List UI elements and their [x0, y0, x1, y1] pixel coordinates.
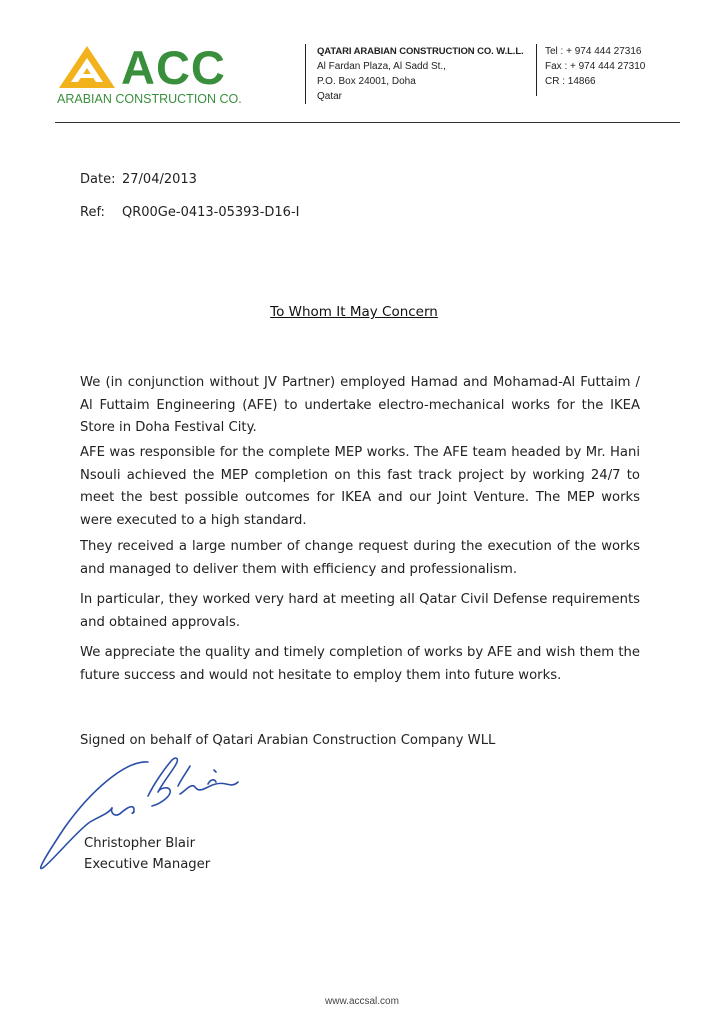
logo-subtitle: ARABIAN CONSTRUCTION CO. [57, 92, 242, 106]
logo-triangle-icon [57, 44, 117, 90]
body-paragraph: We (in conjunction without JV Partner) employed Hamad and Mohamad-Al Futtaim / Al Futtaim Engineering (AFE) to undertake electro-mechanical works for the IKEA Store in Doha Festival City. [80, 375, 640, 435]
subject-text: To Whom It May Concern [270, 304, 438, 320]
date-row [80, 172, 197, 187]
body-paragraph: They received a large number of change request during the execution of the works and managed to deliver them with efficiency and professionalism. [80, 539, 640, 577]
address-line: Qatar [317, 91, 343, 102]
header-divider-left [305, 44, 306, 104]
body-paragraph: We appreciate the quality and timely completion of works by AFE and wish them the future success and would not hesitate to employ them into future works. [80, 645, 640, 683]
fax-line: Fax : + 974 444 27310 [545, 61, 646, 72]
header-divider-right [536, 44, 537, 96]
header-rule [55, 122, 680, 123]
logo-wordmark: ACC [121, 41, 226, 94]
date-label: Date: [80, 172, 116, 187]
ref-label: Ref: [80, 205, 105, 220]
company-logo [57, 41, 257, 108]
body-paragraph: In particular, they worked very hard at meeting all Qatar Civil Defense requirements and obtained approvals. [80, 592, 640, 630]
footer-website: www.accsal.com [325, 996, 399, 1007]
tel-line: Tel : + 974 444 27316 [545, 46, 642, 57]
signer-block [84, 833, 210, 875]
body-paragraph: AFE was responsible for the complete MEP works. The AFE team headed by Mr. Hani Nsouli achieved the MEP completion on this fast track project by working 24/7 to meet the best possible outcomes for IKEA and our Joint Venture. The MEP works were executed to a high standard. [80, 445, 640, 528]
signed-on-behalf: Signed on behalf of Qatari Arabian Construction Company WLL [80, 733, 496, 748]
address-line: Al Fardan Plaza, Al Sadd St., [317, 61, 446, 72]
company-name: QATARI ARABIAN CONSTRUCTION CO. W.L.L. [317, 46, 524, 57]
letter-subject [0, 304, 724, 320]
signer-title: Executive Manager [84, 857, 211, 872]
date-value: 27/04/2013 [122, 172, 197, 187]
ref-value: QR00Ge-0413-05393-D16-I [122, 205, 300, 220]
cr-line: CR : 14866 [545, 76, 596, 87]
address-line: P.O. Box 24001, Doha [317, 76, 416, 87]
signer-name: Christopher Blair [84, 836, 196, 851]
contact-block [545, 44, 645, 89]
ref-row [80, 205, 300, 220]
company-address-block [317, 44, 524, 104]
